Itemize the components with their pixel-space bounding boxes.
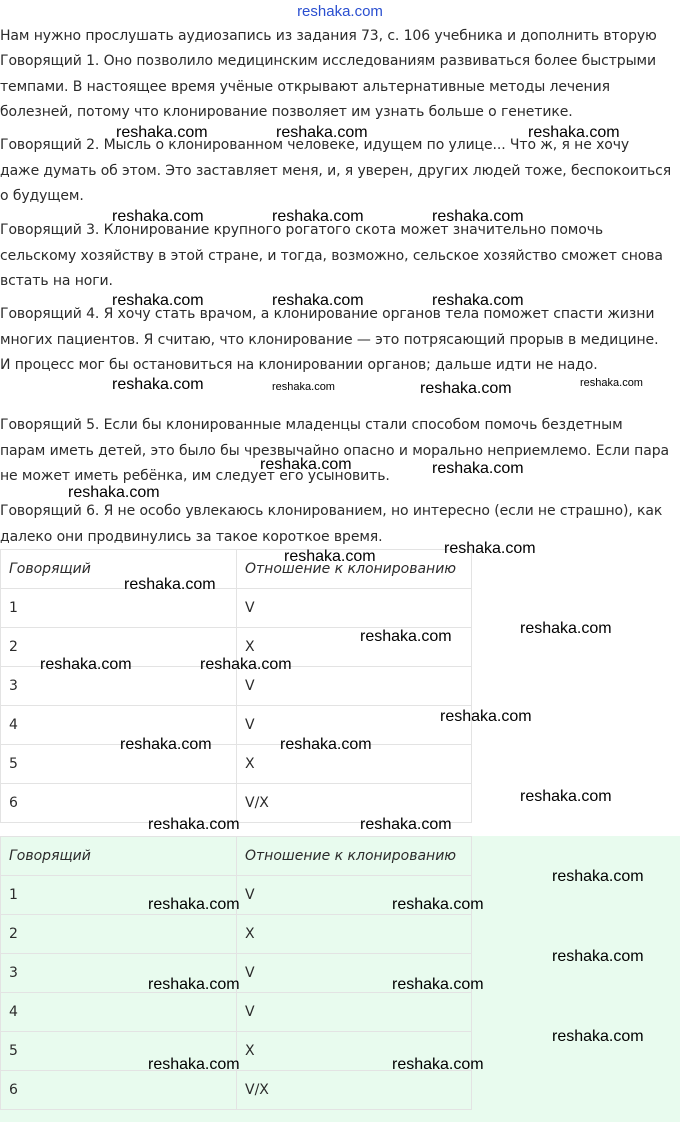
watermark: reshaka.com	[272, 381, 335, 393]
watermark: reshaka.com	[552, 948, 644, 965]
watermark: reshaka.com	[520, 620, 612, 637]
cell-speaker: 3	[1, 667, 237, 706]
table-row	[1, 993, 472, 1032]
attitude-table-1	[0, 549, 472, 823]
table-header-row	[1, 550, 472, 589]
watermark: reshaka.com	[360, 628, 452, 645]
cell-speaker: 5	[1, 745, 237, 784]
watermark: reshaka.com	[272, 208, 364, 225]
watermark: reshaka.com	[148, 976, 240, 993]
watermark: reshaka.com	[580, 377, 643, 389]
cell-speaker: 1	[1, 876, 237, 915]
watermark: reshaka.com	[392, 1056, 484, 1073]
cell-speaker: 4	[1, 706, 237, 745]
cell-attitude: V/X	[237, 784, 472, 823]
watermark: reshaka.com	[112, 208, 204, 225]
watermark: reshaka.com	[360, 816, 452, 833]
watermark: reshaka.com	[116, 124, 208, 141]
watermark: reshaka.com	[120, 736, 212, 753]
cell-attitude: V	[237, 876, 472, 915]
header-speaker: Говорящий	[1, 550, 237, 589]
cell-attitude: X	[237, 915, 472, 954]
table-row	[1, 1071, 472, 1110]
watermark: reshaka.com	[392, 896, 484, 913]
speaker-5-paragraph: Говорящий 5. Если бы клонированные младенцы стали способом помочь бездетным парам иметь детей, это было бы чрезвычайно опасно и морально неприемлемо. Если пара не может иметь ребёнка, им следует его усыновить.	[0, 417, 669, 484]
watermark: reshaka.com	[200, 656, 292, 673]
watermark: reshaka.com	[112, 376, 204, 393]
watermark: reshaka.com	[552, 1028, 644, 1045]
table-row	[1, 745, 472, 784]
watermark: reshaka.com	[148, 896, 240, 913]
watermark: reshaka.com	[40, 656, 132, 673]
watermark: reshaka.com	[284, 548, 376, 565]
cell-attitude: V	[237, 706, 472, 745]
cell-attitude: V	[237, 667, 472, 706]
cell-attitude: V	[237, 993, 472, 1032]
speaker-4-paragraph: Говорящий 4. Я хочу стать врачом, а клонирование органов тела поможет спасти жизни многих пациентов. Я считаю, что клонирование — это потрясающий прорыв в медицине. И процесс мог бы остановиться на клонировании органов; дальше идти не надо.	[0, 306, 659, 373]
watermark: reshaka.com	[68, 484, 160, 501]
cell-speaker: 2	[1, 915, 237, 954]
watermark: reshaka.com	[280, 736, 372, 753]
watermark: reshaka.com	[444, 540, 536, 557]
table-row	[1, 589, 472, 628]
site-header-logo[interactable]: reshaka.com	[297, 3, 383, 20]
watermark: reshaka.com	[276, 124, 368, 141]
header-attitude: Отношение к клонированию	[237, 550, 472, 589]
table-header-row	[1, 837, 472, 876]
cell-attitude: X	[237, 1032, 472, 1071]
watermark: reshaka.com	[148, 1056, 240, 1073]
table-row	[1, 706, 472, 745]
watermark: reshaka.com	[112, 292, 204, 309]
watermark: reshaka.com	[432, 208, 524, 225]
cell-attitude: X	[237, 628, 472, 667]
watermark: reshaka.com	[392, 976, 484, 993]
speaker-2-paragraph: Говорящий 2. Мысль о клонированном человеке, идущем по улице... Что ж, я не хочу даже думать об этом. Это заставляет меня, и, я уверен, других людей тоже, беспокоиться о будущем.	[0, 137, 672, 204]
cell-speaker: 2	[1, 628, 237, 667]
cell-attitude: V/X	[237, 1071, 472, 1110]
speaker-3-paragraph: Говорящий 3. Клонирование крупного рогатого скота может значительно помочь сельскому хозяйству в этой стране, и тогда, возможно, сельское хозяйство сможет снова встать на ноги.	[0, 222, 663, 289]
cell-speaker: 5	[1, 1032, 237, 1071]
header-speaker: Говорящий	[1, 837, 237, 876]
watermark: reshaka.com	[528, 124, 620, 141]
watermark: reshaka.com	[520, 788, 612, 805]
watermark: reshaka.com	[552, 868, 644, 885]
cell-attitude: X	[237, 745, 472, 784]
watermark: reshaka.com	[148, 816, 240, 833]
watermark: reshaka.com	[432, 292, 524, 309]
watermark: reshaka.com	[440, 708, 532, 725]
cell-speaker: 4	[1, 993, 237, 1032]
table-row	[1, 915, 472, 954]
cell-speaker: 6	[1, 784, 237, 823]
watermark: reshaka.com	[124, 576, 216, 593]
cell-speaker: 1	[1, 589, 237, 628]
cell-attitude: V	[237, 954, 472, 993]
watermark: reshaka.com	[260, 456, 352, 473]
cell-speaker: 3	[1, 954, 237, 993]
intro-paragraph: Нам нужно прослушать аудиозапись из задания 73, с. 106 учебника и дополнить вторую	[0, 28, 657, 44]
watermark: reshaka.com	[432, 460, 524, 477]
header-attitude: Отношение к клонированию	[237, 837, 472, 876]
speaker-6-paragraph: Говорящий 6. Я не особо увлекаюсь клонированием, но интересно (если не страшно), как далеко они продвинулись за такое короткое время.	[0, 503, 663, 545]
watermark: reshaka.com	[420, 380, 512, 397]
speaker-1-paragraph: Говорящий 1. Оно позволило медицинским исследованиям развиваться более быстрыми темпами. В настоящее время учёные открывают альтернативные методы лечения болезней, потому что клонирование позволяет им узнать больше о генетике.	[0, 53, 656, 120]
watermark: reshaka.com	[272, 292, 364, 309]
cell-attitude: V	[237, 589, 472, 628]
cell-speaker: 6	[1, 1071, 237, 1110]
